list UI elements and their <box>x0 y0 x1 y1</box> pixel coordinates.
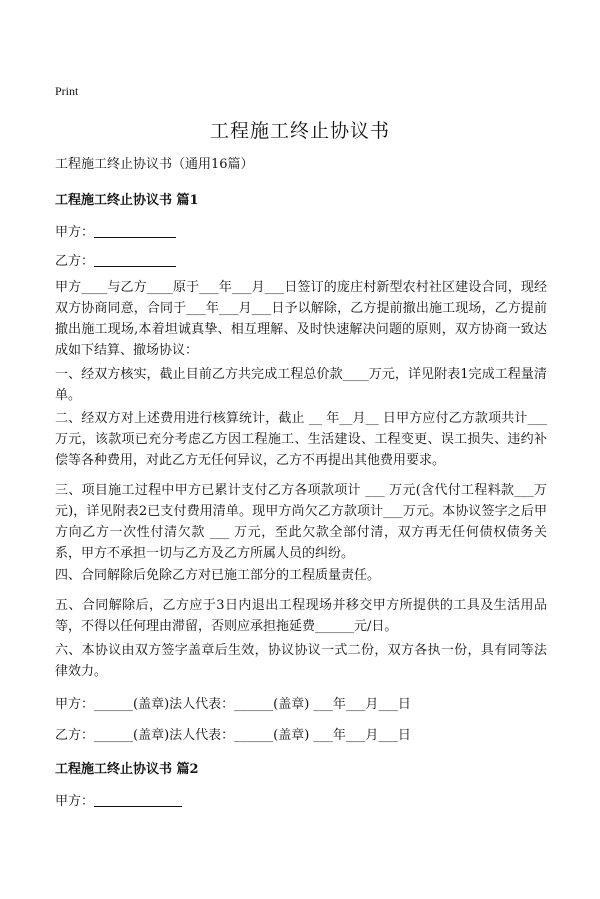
paragraph-clause-4: 四、合同解除后免除乙方对已施工部分的工程质量责任。 <box>55 568 381 583</box>
paragraph-intro: 甲方____与乙方____原于___年___月___日签订的庞庄村新型农村社区建设合同，现经双方协商同意，合同于___年___月___日予以解除，乙方提前撤出施工现场，乙方提前撤出施工现场,本着坦诚真挚、相互理解、及时快速解决问题的原则，双方协商一致达成如下结算、撤场协议： <box>55 280 547 358</box>
paragraph-clause-2: 二、经双方对上述费用进行核算统计，截止 __ 年__月__ 日甲方应付乙方款项共计___万元，该款项已充分考虑乙方因工程施工、生活建设、工程变更、误工损失、违约补偿等各种费用，对此乙方无任何异议，乙方不再提出其他费用要求。 <box>55 411 547 468</box>
paragraph-clause-3: 三、项目施工过程中甲方已累计支付乙方各项款项计 ___ 万元(含代付工程料款___万元)，详见附表2已支付费用清单。现甲方尚欠乙方款项计___万元。本协议签字之后甲方向乙方一次性付清欠款 ___ 万元，至此欠款全部付清，双方再无任何债权债务关系，甲方不承担一切与乙方及乙方所属人员的纠纷。 <box>55 483 547 561</box>
document-title: 工程施工终止协议书 <box>209 120 390 142</box>
document-subtitle: 工程施工终止协议书（通用16篇） <box>55 157 254 172</box>
party-b-label: 乙方： <box>55 254 95 269</box>
paragraph-clause-5: 五、合同解除后，乙方应于3日内退出工程现场并移交甲方所提供的工具及生活用品等，不得以任何理由滞留，否则应承担拖延费______元/日。 <box>55 598 547 634</box>
party-b-blank <box>94 253 176 267</box>
section-2-party-a-label: 甲方： <box>55 794 95 809</box>
signature-line-party-b: 乙方：______(盖章)法人代表：______(盖章) ___年___月___日 <box>55 728 411 743</box>
section-2-party-a-blank <box>94 793 182 807</box>
party-a-line <box>55 221 176 240</box>
paragraph-clause-1: 一、经双方核实，截止目前乙方共完成工程总价款____万元，详见附表1完成工程量清单。 <box>55 367 547 403</box>
party-b-line <box>55 250 176 269</box>
section-1-heading: 工程施工终止协议书 篇1 <box>55 193 199 208</box>
section-2-party-a-line <box>55 790 182 809</box>
party-a-blank <box>94 224 176 238</box>
paragraph-clause-6: 六、本协议由双方签字盖章后生效，协议协议一式二份，双方各执一份，具有同等法律效力。 <box>55 643 547 679</box>
signature-line-party-a: 甲方：______(盖章)法人代表：______(盖章) ___年___月___日 <box>55 697 411 712</box>
party-a-label: 甲方： <box>55 225 95 240</box>
print-label: Print <box>55 84 79 98</box>
section-2-heading: 工程施工终止协议书 篇2 <box>55 762 199 777</box>
